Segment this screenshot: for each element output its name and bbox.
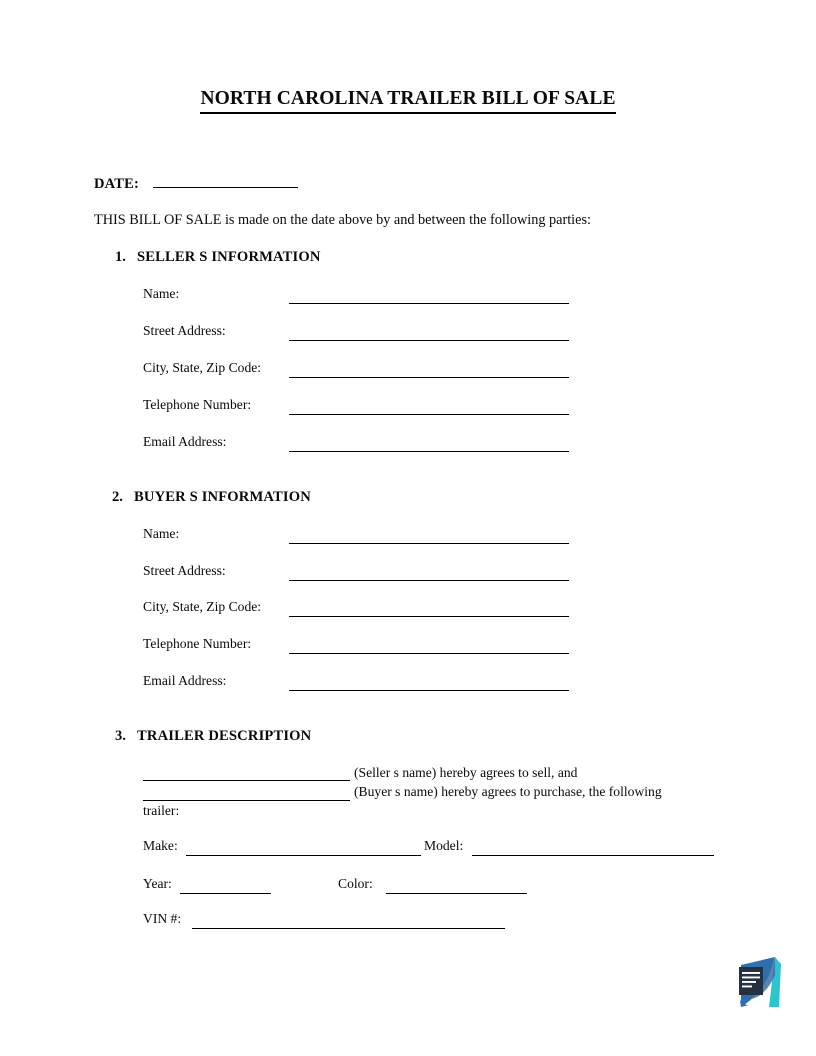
field-label-telephone: Telephone Number: — [143, 636, 252, 651]
section-title: SELLER S INFORMATION — [137, 249, 321, 265]
section-number: 2. — [112, 489, 123, 505]
field-input-buyer-phone[interactable] — [289, 653, 569, 654]
section-title: BUYER S INFORMATION — [134, 489, 311, 505]
document-logo — [731, 955, 783, 1011]
field-input-year[interactable] — [180, 893, 271, 894]
field-input-seller-name-agreement[interactable] — [143, 780, 350, 781]
intro-paragraph: THIS BILL OF SALE is made on the date above by and between the following parties: — [94, 212, 591, 228]
field-label-city-state-zip: City, State, Zip Code: — [143, 599, 262, 614]
field-input-color[interactable] — [386, 893, 527, 894]
date-blank-line[interactable] — [153, 174, 298, 188]
field-input-seller-phone[interactable] — [289, 414, 569, 415]
field-label-name: Name: — [143, 286, 180, 301]
attr-label-vin: VIN #: — [143, 911, 182, 926]
field-input-seller-email[interactable] — [289, 451, 569, 452]
field-label-street-address: Street Address: — [143, 323, 226, 338]
date-row — [94, 174, 298, 193]
buyer-agreement-clause: (Buyer s name) hereby agrees to purchase, the following — [354, 784, 662, 799]
section-heading-seller — [115, 249, 321, 266]
field-input-vin[interactable] — [192, 928, 505, 929]
field-label-email: Email Address: — [143, 434, 227, 449]
attr-label-model: Model: — [424, 838, 464, 853]
attr-label-color: Color: — [338, 876, 373, 891]
page-title-text: NORTH CAROLINA TRAILER BILL OF SALE — [200, 88, 615, 114]
field-input-buyer-city[interactable] — [289, 616, 569, 617]
section-number: 3. — [115, 728, 126, 744]
field-input-make[interactable] — [186, 855, 421, 856]
attr-label-year: Year: — [143, 876, 172, 891]
field-input-buyer-name[interactable] — [289, 543, 569, 544]
agreement-continuation: trailer: — [143, 803, 180, 818]
field-input-seller-city[interactable] — [289, 377, 569, 378]
seller-agreement-clause: (Seller s name) hereby agrees to sell, and — [354, 765, 578, 780]
field-label-name: Name: — [143, 526, 180, 541]
section-heading-trailer — [115, 728, 311, 745]
field-label-email: Email Address: — [143, 673, 227, 688]
date-label: DATE: — [94, 176, 140, 192]
field-input-buyer-street[interactable] — [289, 580, 569, 581]
page-title — [0, 88, 816, 114]
section-number: 1. — [115, 249, 126, 265]
document-logo-icon — [731, 955, 783, 1011]
section-heading-buyer — [112, 489, 311, 506]
field-label-street-address: Street Address: — [143, 563, 226, 578]
field-input-seller-name[interactable] — [289, 303, 569, 304]
field-label-city-state-zip: City, State, Zip Code: — [143, 360, 262, 375]
field-input-buyer-email[interactable] — [289, 690, 569, 691]
field-label-telephone: Telephone Number: — [143, 397, 252, 412]
field-input-buyer-name-agreement[interactable] — [143, 800, 350, 801]
attr-label-make: Make: — [143, 838, 178, 853]
section-title: TRAILER DESCRIPTION — [137, 728, 312, 744]
field-input-model[interactable] — [472, 855, 714, 856]
field-input-seller-street[interactable] — [289, 340, 569, 341]
